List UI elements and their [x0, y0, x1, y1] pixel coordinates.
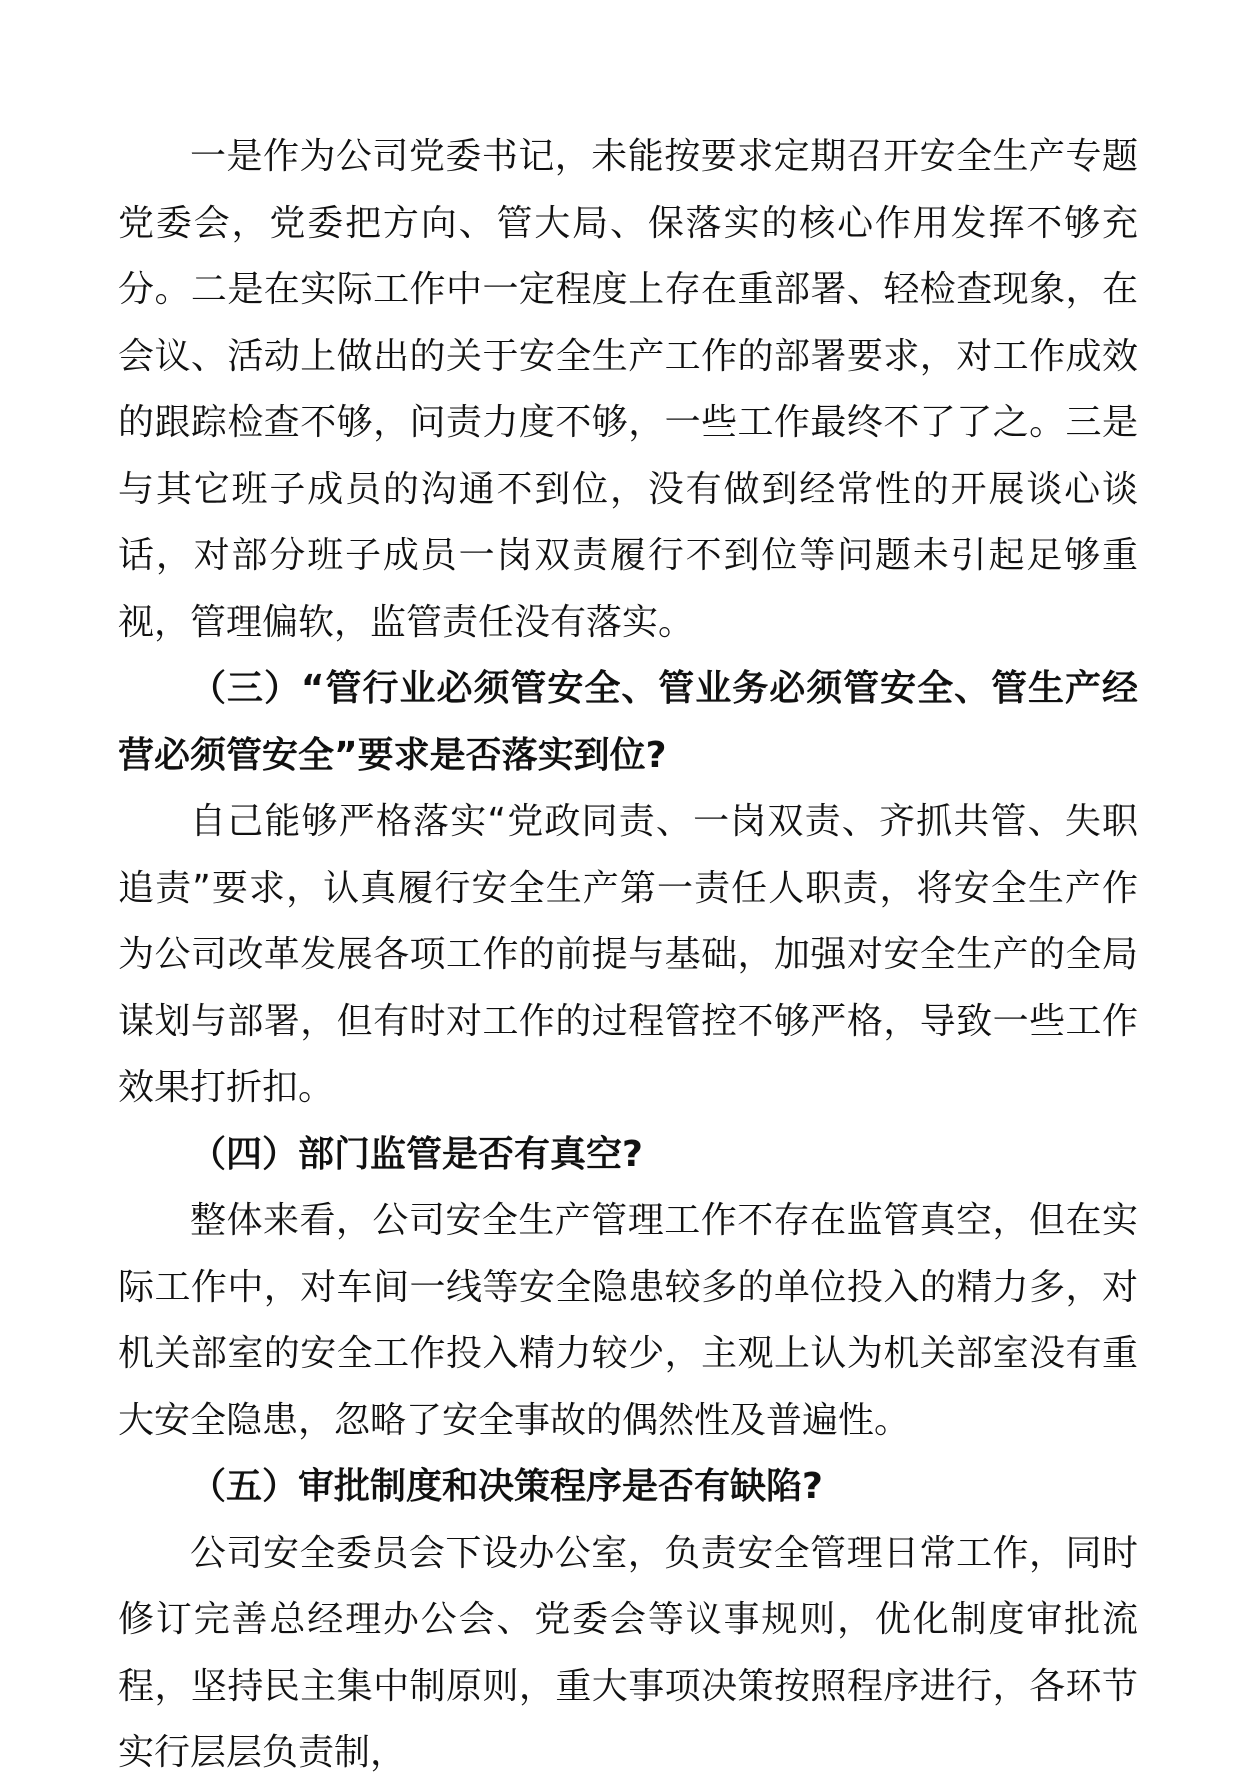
- paragraph-responsibility-issues: 一是作为公司党委书记，未能按要求定期召开安全生产专题党委会，党委把方向、管大局、保落实的核心作用发挥不够充分。二是在实际工作中一定程度上存在重部署、轻检查现象，在会议、活动上做出的关于安全生产工作的部署要求，对工作成效的跟踪检查不够，问责力度不够，一些工作最终不了了之。三是与其它班子成员的沟通不到位，没有做到经常性的开展谈心谈话，对部分班子成员一岗双责履行不到位等问题未引起足够重视，管理偏软，监管责任没有落实。: [118, 136, 1138, 643]
- paragraph-section-3: 自己能够严格落实“党政同责、一岗双责、齐抓共管、失职追责”要求，认真履行安全生产第一责任人职责，将安全生产作为公司改革发展各项工作的前提与基础，加强对安全生产的全局谋划与部署，但有时对工作的过程管控不够严格，导致一些工作效果打折扣。: [118, 801, 1138, 1108]
- section-heading-4: （四）部门监管是否有真空?: [190, 1133, 643, 1175]
- document-page: [118, 124, 1138, 1787]
- paragraph-section-4: 整体来看，公司安全生产管理工作不存在监管真空，但在实际工作中，对车间一线等安全隐患较多的单位投入的精力多，对机关部室的安全工作投入精力较少，主观上认为机关部室没有重大安全隐患，忽略了安全事故的偶然性及普遍性。: [118, 1200, 1138, 1441]
- section-heading-5: （五）审批制度和决策程序是否有缺陷?: [190, 1466, 823, 1507]
- paragraph-section-5: 公司安全委员会下设办公室，负责安全管理日常工作，同时修订完善总经理办公会、党委会等议事规则，优化制度审批流程，坚持民主集中制原则，重大事项决策按照程序进行，各环节实行层层负责制，: [118, 1532, 1138, 1773]
- section-heading-3: （三）“管行业必须管安全、管业务必须管安全、管生产经营必须管安全”要求是否落实到位?: [118, 668, 1138, 776]
